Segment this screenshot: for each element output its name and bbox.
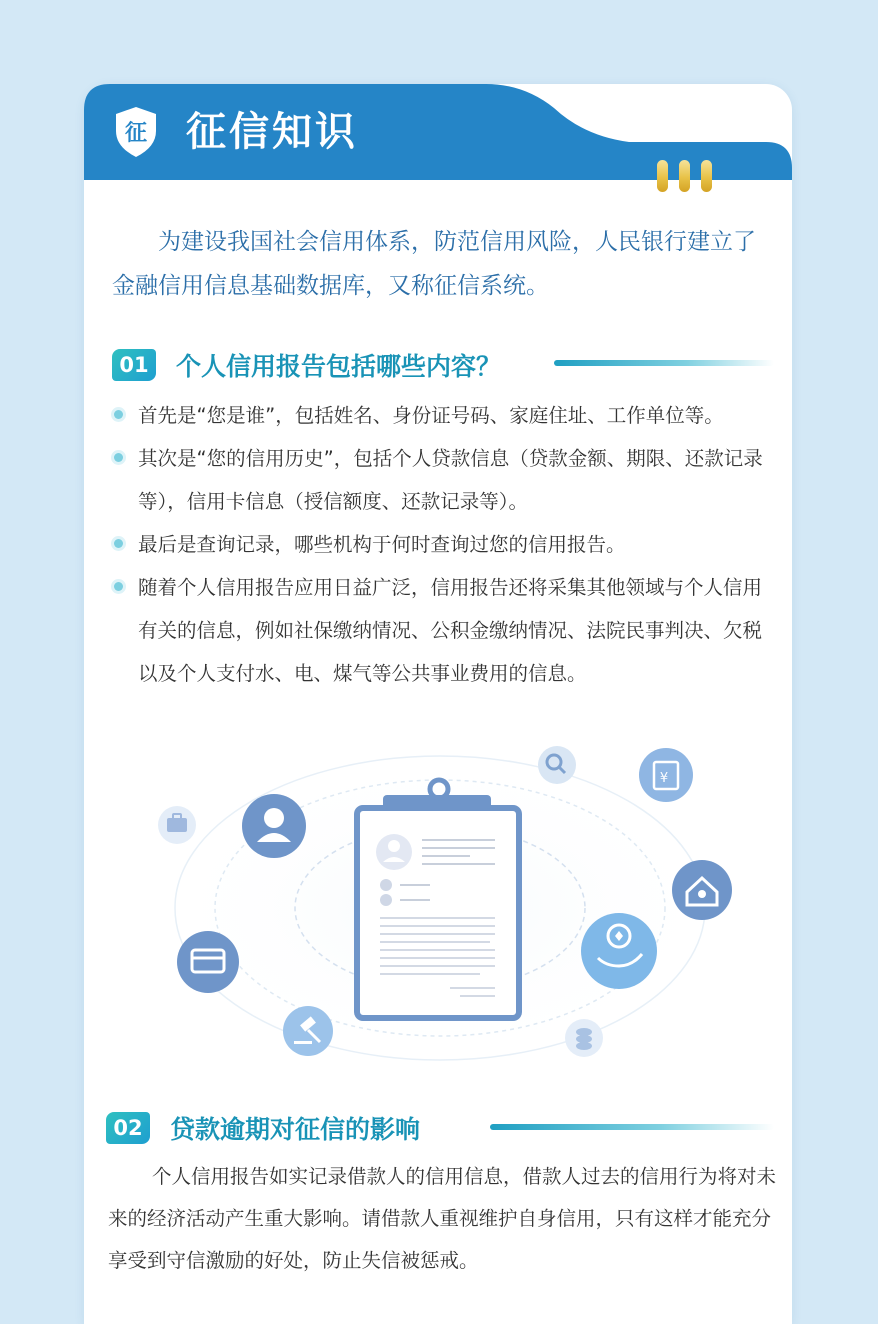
list-item: 随着个人信用报告应用日益广泛，信用报告还将采集其他领域与个人信用有关的信息，例如社保缴纳情况、公积金缴纳情况、法院民事判决、欠税以及个人支付水、电、煤气等公共事业费用的信息。: [110, 566, 778, 695]
page-title: 征信知识: [186, 109, 358, 155]
intro-paragraph: 为建设我国社会信用体系，防范信用风险，人民银行建立了金融信用信息基础数据库，又称征信系统。: [112, 229, 756, 299]
section-badge: 01: [112, 349, 156, 381]
section-divider: [490, 1124, 774, 1130]
list-item: 最后是查询记录，哪些机构于何时查询过您的信用报告。: [110, 523, 778, 566]
section-divider: [554, 360, 774, 366]
shield-icon: [113, 105, 159, 159]
credit-report-illustration: [150, 740, 740, 1070]
binder-pins: [657, 160, 712, 192]
list-item: 首先是“您是谁”，包括姓名、身份证号码、家庭住址、工作单位等。: [110, 394, 778, 437]
credit-card-icon: [177, 931, 239, 993]
receipt-icon: [639, 748, 693, 802]
user-icon: [242, 794, 306, 858]
binder-pin: [657, 160, 668, 192]
section-01-heading: [112, 347, 501, 383]
search-icon: [538, 746, 576, 784]
briefcase-icon: [158, 806, 196, 844]
section-title: 贷款逾期对征信的影响: [170, 1115, 421, 1144]
binder-pin: [701, 160, 712, 192]
gavel-icon: [283, 1006, 333, 1056]
svg-text:¥: ¥: [659, 771, 669, 786]
binder-pin: [679, 160, 690, 192]
clipboard-report-icon: [357, 780, 519, 1018]
shield-char: 征: [124, 121, 148, 146]
hand-coin-icon: [581, 913, 657, 989]
section-badge: 02: [106, 1112, 150, 1144]
report-contents-list: [110, 394, 778, 695]
overdue-impact-paragraph: 个人信用报告如实记录借款人的信用信息，借款人过去的信用行为将对未来的经济活动产生重大影响。请借款人重视维护自身信用，只有这样才能充分享受到守信激励的好处，防止失信被惩戒。: [108, 1165, 777, 1272]
list-item: 其次是“您的信用历史”，包括个人贷款信息（贷款金额、期限、还款记录等），信用卡信息（授信额度、还款记录等）。: [110, 437, 778, 523]
section-title: 个人信用报告包括哪些内容？: [176, 352, 502, 381]
section-02-heading: [106, 1110, 420, 1146]
house-icon: [672, 860, 732, 920]
coins-icon: [565, 1019, 603, 1057]
